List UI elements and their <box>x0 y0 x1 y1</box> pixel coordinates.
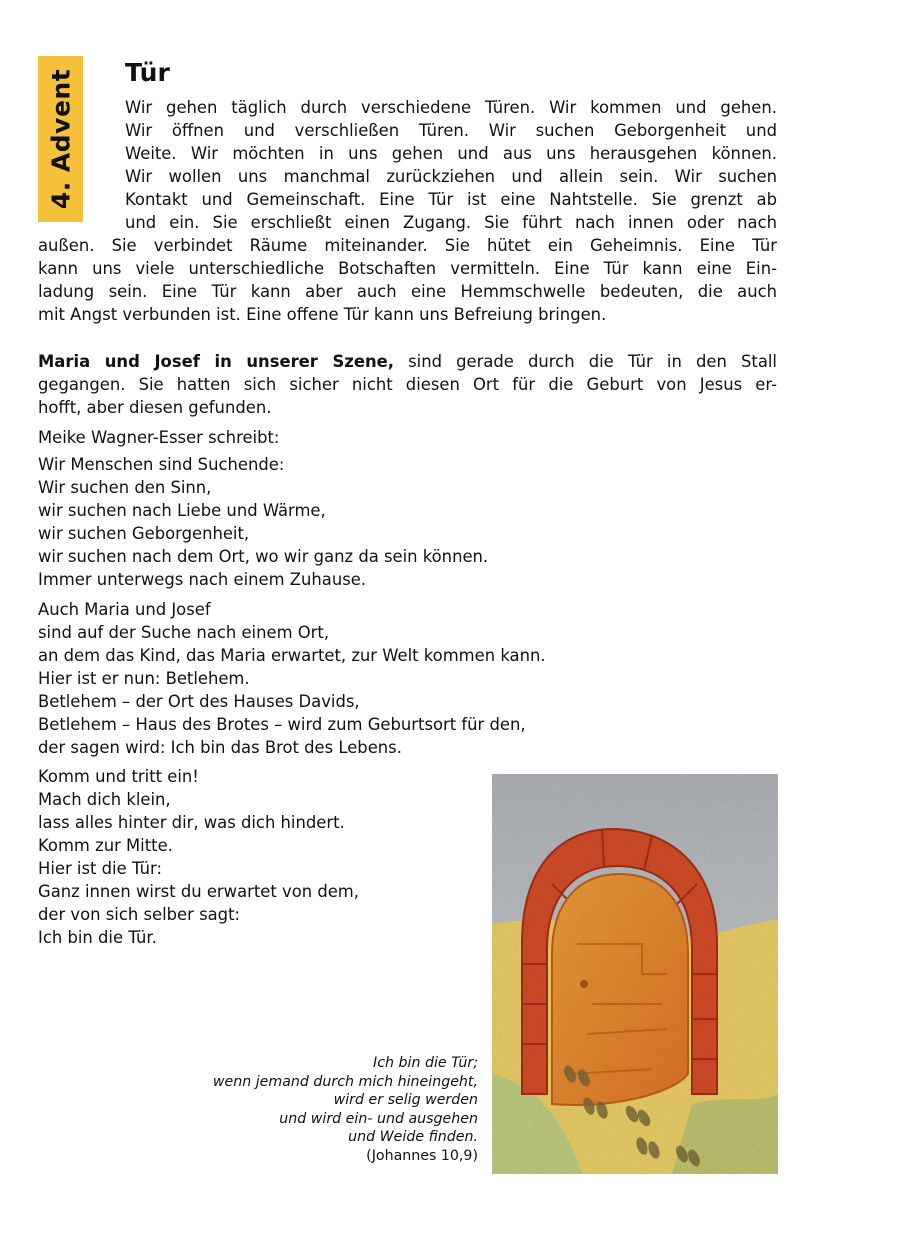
scene-paragraph <box>38 350 777 419</box>
poem-line: Wir suchen den Sinn, <box>38 478 212 497</box>
intro-line: außen. Sie verbindet Räume miteinander. Sie hütet ein Geheimnis. Eine Tür <box>38 236 777 255</box>
poem-line: der sagen wird: Ich bin das Brot des Lebens. <box>38 738 402 757</box>
poem-line: Ich bin die Tür. <box>38 928 157 947</box>
intro-line: Kontakt und Gemeinschaft. Eine Tür ist eine Nahtstelle. Sie grenzt ab <box>125 190 777 209</box>
poem-line: Betlehem – der Ort des Hauses Davids, <box>38 692 360 711</box>
intro-line: kann uns viele unterschiedliche Botschaften vermitteln. Eine Tür kann eine Ein- <box>38 259 777 278</box>
poem-line: der von sich selber sagt: <box>38 905 241 924</box>
quote-reference: (Johannes 10,9) <box>366 1147 478 1164</box>
poem-line: wir suchen Geborgenheit, <box>38 524 250 543</box>
page-title: Tür <box>125 58 170 87</box>
poem-line: wir suchen nach dem Ort, wo wir ganz da sein können. <box>38 547 489 566</box>
poem-line: Hier ist die Tür: <box>38 859 163 878</box>
quote-line: wird er selig werden <box>333 1092 478 1109</box>
door-illustration <box>492 774 778 1174</box>
poem-line: Wir Menschen sind Suchende: <box>38 455 285 474</box>
intro-line: und ein. Sie erschließt einen Zugang. Sie führt nach innen oder nach <box>125 213 777 232</box>
poem-line: Mach dich klein, <box>38 790 171 809</box>
poem-stanza-3 <box>38 765 359 949</box>
intro-line: Wir öffnen und verschließen Türen. Wir suchen Geborgenheit und <box>125 121 777 140</box>
poem-line: Betlehem – Haus des Brotes – wird zum Geburtsort für den, <box>38 715 526 734</box>
poem-line: Hier ist er nun: Betlehem. <box>38 669 250 688</box>
bible-quote <box>213 1054 478 1166</box>
scene-line: gegangen. Sie hatten sich sicher nicht diesen Ort für die Geburt von Jesus er- <box>38 375 777 394</box>
scene-bold-lead: Maria und Josef in unserer Szene, <box>38 352 394 371</box>
intro-paragraph <box>38 96 777 326</box>
poem-line: Ganz innen wirst du erwartet von dem, <box>38 882 359 901</box>
poem-line: Komm zur Mitte. <box>38 836 173 855</box>
poem-line: lass alles hinter dir, was dich hindert. <box>38 813 345 832</box>
poem-stanza-1 <box>38 453 488 591</box>
quote-line: Ich bin die Tür; <box>373 1055 478 1071</box>
intro-line: ladung sein. Eine Tür kann aber auch eine Hemmschwelle bedeuten, die auch <box>38 282 777 301</box>
scene-line-rest: sind gerade durch die Tür in den Stall <box>393 352 777 371</box>
poem-line: Komm und tritt ein! <box>38 767 199 786</box>
poem-line: wir suchen nach Liebe und Wärme, <box>38 501 326 520</box>
poem-line: sind auf der Suche nach einem Ort, <box>38 623 330 642</box>
quote-line: wenn jemand durch mich hineingeht, <box>212 1073 478 1090</box>
door-knob <box>580 980 588 988</box>
intro-line: Wir wollen uns manchmal zurückziehen und allein sein. Wir suchen <box>125 167 777 186</box>
attribution-line: Meike Wagner-Esser schreibt: <box>38 428 280 447</box>
quote-line: und wird ein- und ausgehen <box>279 1110 478 1127</box>
intro-line: mit Angst verbunden ist. Eine offene Tür kann uns Befreiung bringen. <box>38 305 607 324</box>
intro-line: Wir gehen täglich durch verschiedene Türen. Wir kommen und gehen. <box>125 98 777 117</box>
scene-line <box>38 350 777 373</box>
intro-line: Weite. Wir möchten in uns gehen und aus uns herausgehen können. <box>125 144 777 163</box>
advent-tab-label: 4. Advent <box>46 68 76 210</box>
scene-line: hofft, aber diesen gefunden. <box>38 398 272 417</box>
attribution <box>38 426 279 449</box>
poem-line: Auch Maria und Josef <box>38 600 211 619</box>
poem-stanza-2 <box>38 598 546 759</box>
poem-line: Immer unterwegs nach einem Zuhause. <box>38 570 367 589</box>
poem-line: an dem das Kind, das Maria erwartet, zur Welt kommen kann. <box>38 646 546 665</box>
quote-line: und Weide finden. <box>348 1129 478 1146</box>
